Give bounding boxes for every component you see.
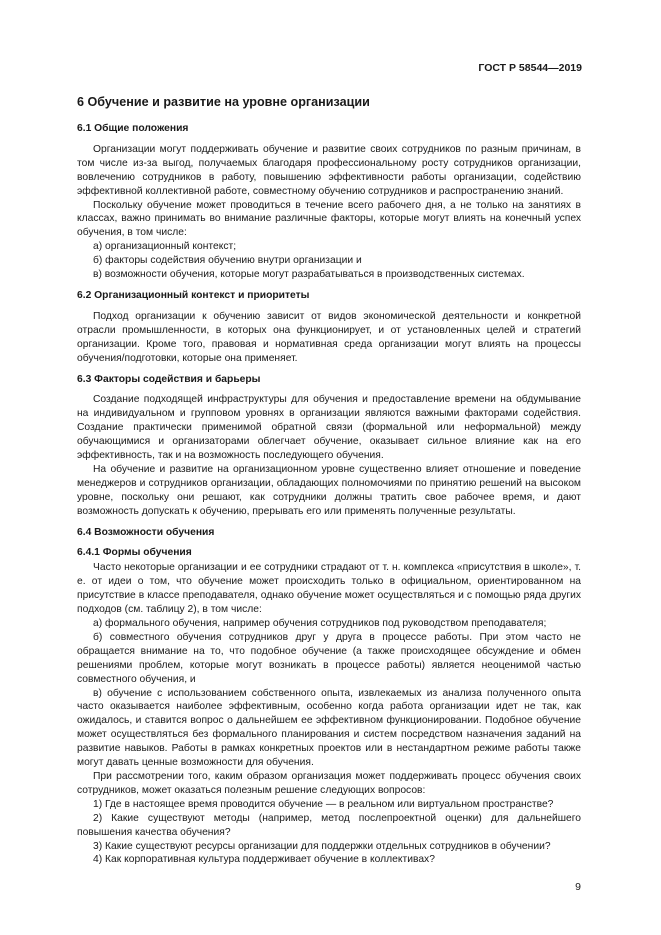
list-item: б) факторы содействия обучению внутри организации и: [93, 255, 362, 267]
section-title: 6 Обучение и развитие на уровне организации: [77, 95, 370, 109]
paragraph: Организации могут поддерживать обучение и развитие своих сотрудников по разным причинам, в том числе из-за выгод, получаемых благодаря профессиональному росту сотрудников организации, вовлечению сотрудников в работу, повышению эффективности работы организации, содействию эффективной коллективной работе, совместному обучению сотрудников и распространению знаний.: [77, 143, 581, 197]
subsection-heading-6-2: 6.2 Организационный контекст и приоритеты: [77, 289, 310, 301]
paragraph: На обучение и развитие на организационном уровне существенно влияет отношение и поведение менеджеров и сотрудников организации, обладающих полномочиями по принятию решений на высоком уровне, поскольку они решают, как сотрудники должны тратить свое рабочее время, и дают возможность допускать к обучению, прерывать его или применять полученные результаты.: [77, 463, 581, 517]
subsubsection-heading-6-4-1: 6.4.1 Формы обучения: [77, 547, 192, 559]
question-item: 2) Какие существуют методы (например, метод послепроектной оценки) для дальнейшего повышения качества обучения?: [77, 812, 581, 838]
question-item: 1) Где в настоящее время проводится обучение — в реальном или виртуальном пространстве?: [93, 798, 554, 810]
list-item: а) организационный контекст;: [93, 241, 237, 253]
subsection-heading-6-4: 6.4 Возможности обучения: [77, 526, 215, 538]
paragraph: Часто некоторые организации и ее сотрудники страдают от т. н. комплекса «присутствия в школе», т. е. от идеи о том, что обучение может происходить только в официальном, ориентированном на присутствие в классе преподавателя, однако обучение может осуществляться и с помощью ряда других подходов (см. таблицу 2), в том числе:: [77, 562, 581, 616]
list-item: в) возможности обучения, которые могут разрабатываться в производственных системах.: [93, 269, 525, 281]
standard-id: ГОСТ Р 58544—2019: [478, 62, 582, 74]
paragraph: Создание подходящей инфраструктуры для обучения и предоставление времени на обдумывание на индивидуальном и групповом уровнях в организации являются важными факторами содействия. Создание практически применимой обратной связи (формальной или неформальной) между обучающимися и организаторами облегчает обучение, оказывает сильное влияние как на его эффективность, так и на возможность последующего обучения.: [77, 394, 581, 462]
question-item: 3) Какие существуют ресурсы организации для поддержки отдельных сотрудников в обучении?: [93, 840, 551, 852]
page-number: 9: [575, 881, 581, 893]
subsection-heading-6-1: 6.1 Общие положения: [77, 123, 189, 134]
list-item: в) обучение с использованием собственного опыта, извлекаемых из анализа полученного опыта часто оказывается наиболее эффективным, особенно когда работа организации идет не так, как ожидалось, и ставится вопрос о дальнейшем ее эффективном функционировании. Подобное обучение может осуществляться без формального планирования и систем посредством назначения заданий на развитие навыков. Работы в рамках конкретных проектов или в нестандартном режиме работы также могут давать ценные возможности для обучения.: [77, 687, 581, 769]
paragraph: Подход организации к обучению зависит от видов экономической деятельности и конкретной отрасли промышленности, в которых она функционирует, и от установленных целей и стратегий организации. Кроме того, правовая и нормативная среда организации могут влиять на процессы обучения/подготовки, которые она применяет.: [77, 310, 581, 364]
question-item: 4) Как корпоративная культура поддерживает обучение в коллективах?: [93, 854, 435, 866]
paragraph: При рассмотрении того, каким образом организация может поддерживать процесс обучения своих сотрудников, может оказаться полезным решение следующих вопросов:: [77, 770, 581, 796]
list-item: а) формального обучения, например обучения сотрудников под руководством преподавателя;: [93, 618, 547, 629]
paragraph: Поскольку обучение может проводиться в течение всего рабочего дня, а не только на занятиях в классах, важно принимать во внимание различные факторы, которые могут влиять на конечный успех обучения, в том числе:: [77, 199, 581, 239]
list-item: б) совместного обучения сотрудников друг у друга в процессе работы. При этом часто не обращается внимание на то, что подобное обучение (а также происходящее обсуждение и обмен решениями проблем, которые могут возникать в процессе работы) является неоценимой частью совместного обучения, и: [77, 631, 581, 685]
subsection-heading-6-3: 6.3 Факторы содействия и барьеры: [77, 373, 261, 385]
